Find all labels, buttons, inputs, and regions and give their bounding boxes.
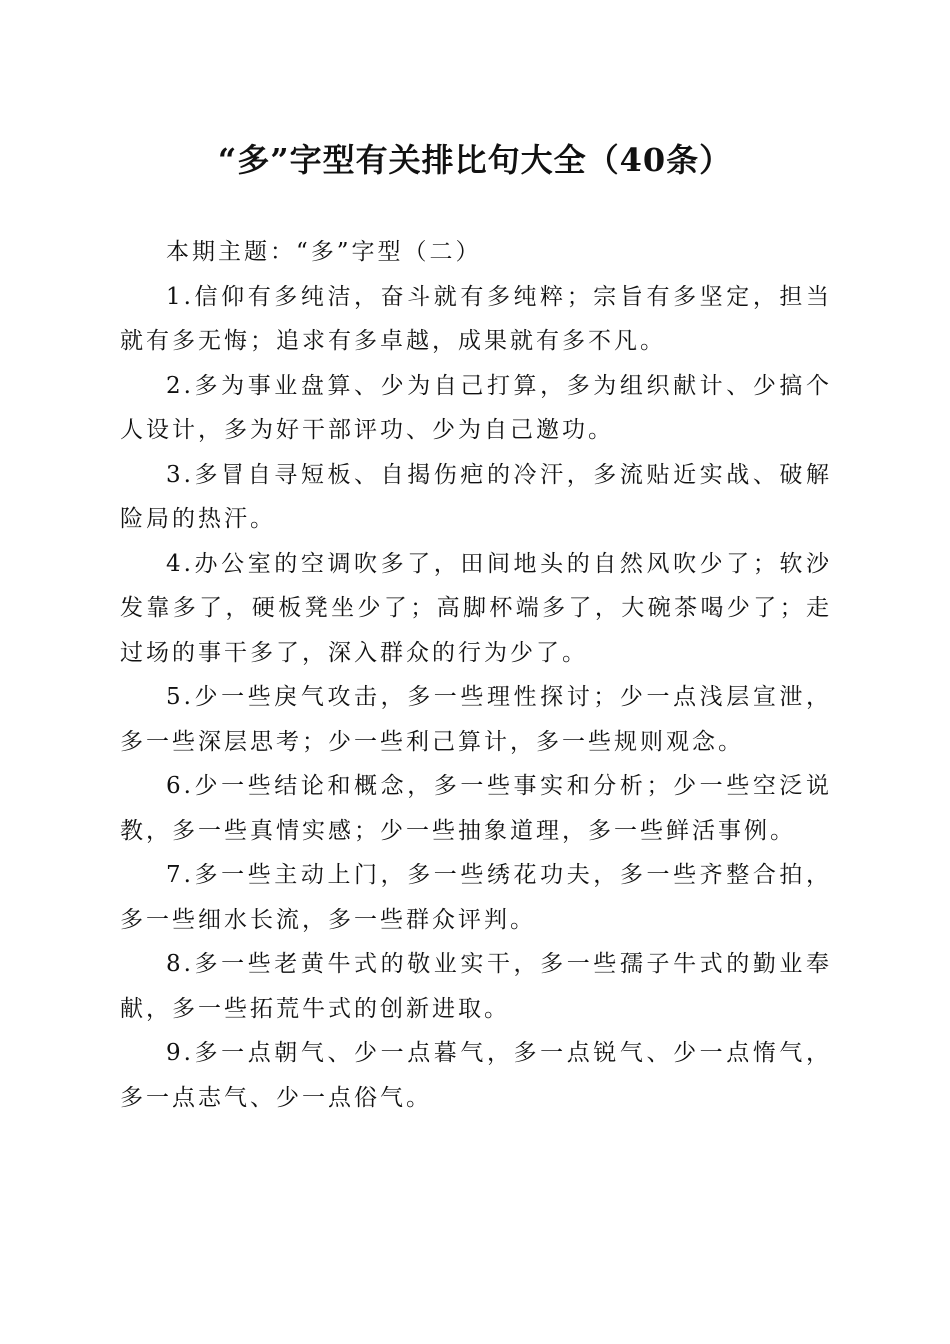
document-title: “多”字型有关排比句大全（40条） bbox=[217, 141, 733, 179]
list-item: 9.多一点朝气、少一点暮气，多一点锐气、少一点惰气，多一点志气、少一点俗气。 bbox=[120, 1040, 832, 1111]
list-item: 3.多冒自寻短板、自揭伤疤的冷汗，多流贴近实战、破解险局的热汗。 bbox=[120, 461, 832, 532]
list-item: 5.少一些戾气攻击，多一些理性探讨；少一点浅层宣泄，多一些深层思考；少一些利己算计，多一些规则观念。 bbox=[120, 684, 832, 755]
list-item: 6.少一些结论和概念，多一些事实和分析；少一些空泛说教，多一些真情实感；少一些抽象道理，多一些鲜活事例。 bbox=[120, 773, 832, 844]
list-item: 1.信仰有多纯洁，奋斗就有多纯粹；宗旨有多坚定，担当就有多无悔；追求有多卓越，成果就有多不凡。 bbox=[120, 283, 832, 354]
list-item: 4.办公室的空调吹多了，田间地头的自然风吹少了；软沙发靠多了，硬板凳坐少了；高脚杯端多了，大碗茶喝少了；走过场的事干多了，深入群众的行为少了。 bbox=[120, 550, 832, 666]
document-body bbox=[120, 230, 832, 1120]
list-item: 7.多一些主动上门，多一些绣花功夫，多一些齐整合拍，多一些细水长流，多一些群众评判。 bbox=[120, 862, 832, 933]
topic-line: 本期主题：“多”字型（二） bbox=[166, 239, 482, 265]
list-item: 8.多一些老黄牛式的敬业实干，多一些孺子牛式的勤业奉献，多一些拓荒牛式的创新进取。 bbox=[120, 951, 832, 1022]
list-item: 2.多为事业盘算、少为自己打算，多为组织献计、少搞个人设计，多为好干部评功、少为自己邀功。 bbox=[120, 372, 832, 443]
